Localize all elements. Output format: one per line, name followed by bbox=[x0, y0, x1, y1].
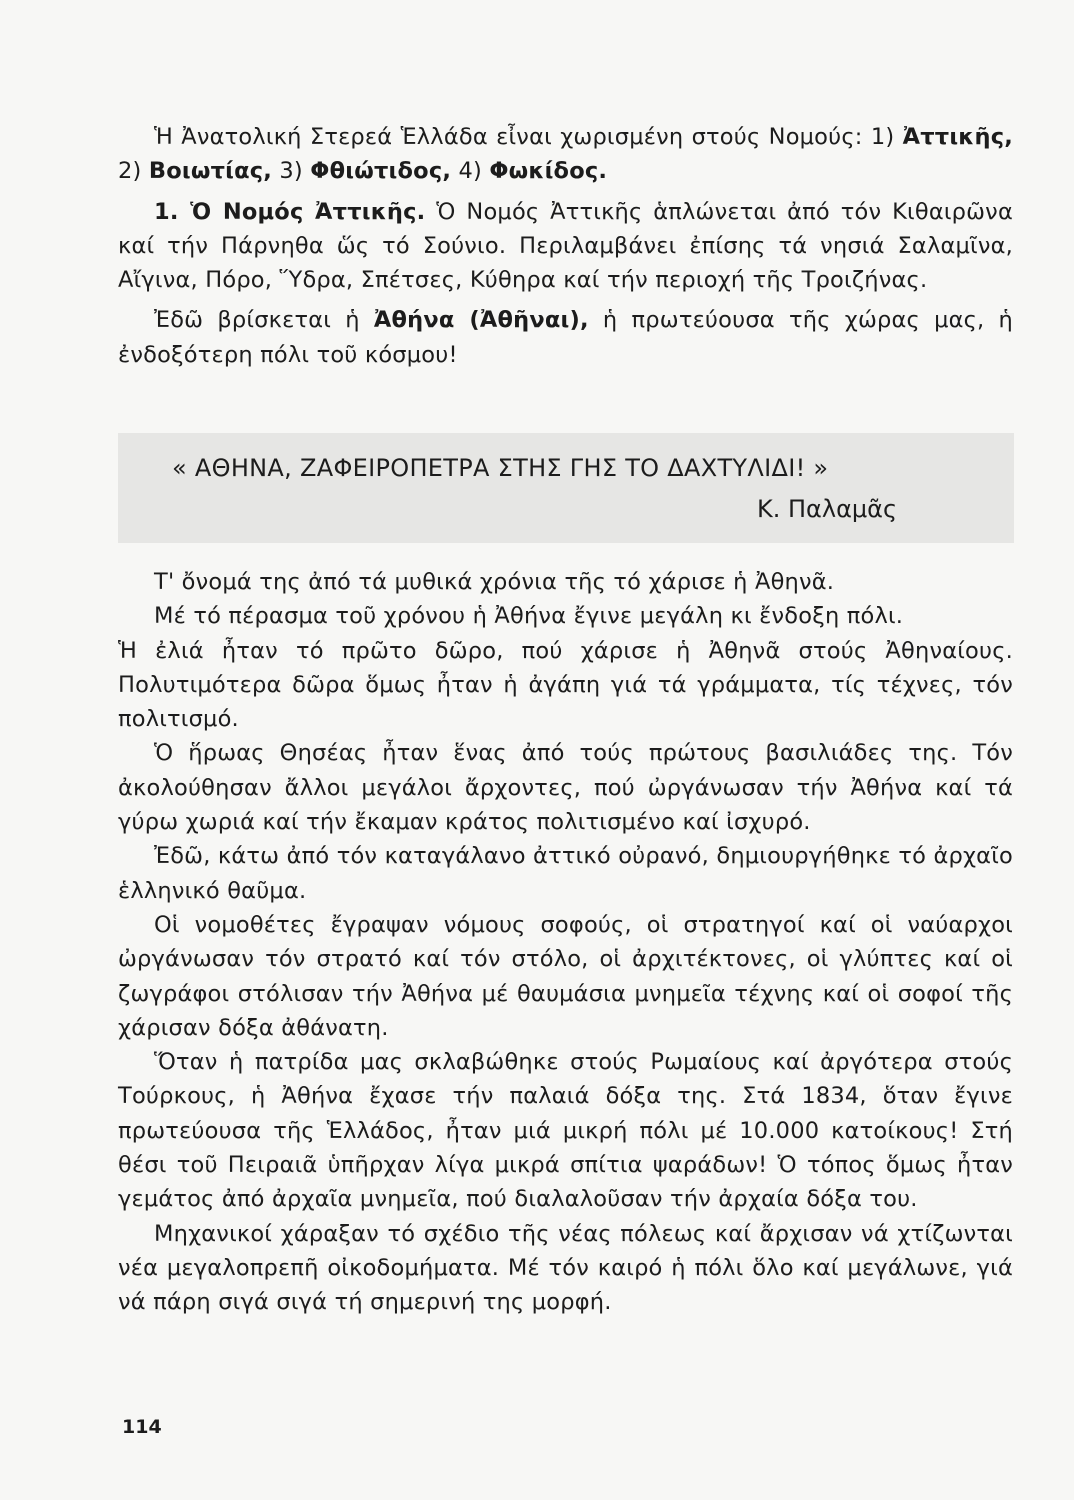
body-text bbox=[118, 565, 1013, 1320]
paragraph: Ἐδῶ, κάτω ἀπό τόν καταγάλανο ἀττικό οὐρανό, δημιουργήθηκε τό ἀρχαῖο ἑλληνικό θαῦμα. bbox=[118, 843, 1013, 904]
paragraph: Οἱ νομοθέτες ἔγραψαν νόμους σοφούς, οἱ στρατηγοί καί οἱ ναύαρχοι ὠργάνωσαν τόν στρατό καί τόν στόλο, οἱ ἀρχιτέκτονες, οἱ γλύπτες καί οἱ ζωγράφοι στόλισαν τήν Ἀθήνα μέ θαυμάσια μνημεῖα τέχνης καί οἱ σοφοί τῆς χάρισαν δόξα ἀθάνατη. bbox=[118, 911, 1013, 1041]
section-attica-paragraph bbox=[118, 195, 1013, 298]
athens-pre: Ἐδῶ βρίσκεται ἡ bbox=[154, 307, 374, 334]
paragraph: Ὅταν ἡ πατρίδα μας σκλαβώθηκε στούς Ρωμαίους καί ἀργότερα στούς Τούρκους, ἡ Ἀθήνα ἔχασε τήν παλαιά δόξα της. Στά 1834, ὅταν ἔγινε πρωτεύουσα τῆς Ἑλλάδος, ἦταν μιά μικρή πόλι μέ 10.000 κατοίκους! Στή θέσι τοῦ Πειραιᾶ ὑπῆρχαν λίγα μικρά σπίτια ψαράδων! Ὁ τόπος ὅμως ἦταν γεμάτος ἀπό ἀρχαῖα μνημεῖα, πού διαλαλοῦσαν τήν ἀρχαία δόξα του. bbox=[118, 1049, 1013, 1213]
paragraph: Ἡ ἐλιά ἦταν τό πρῶτο δῶρο, πού χάρισε ἡ Ἀθηνᾶ στούς Ἀθηναίους. Πολυτιμότερα δῶρα ὅμως ἦταν ἡ ἀγάπη γιά τά γράμματα, τίς τέχνες, τόν πολιτισμό. bbox=[118, 637, 1013, 733]
intro-paragraph bbox=[118, 120, 1013, 189]
intro-sep-3: 4) bbox=[451, 158, 490, 185]
paragraph: Μέ τό πέρασμα τοῦ χρόνου ἡ Ἀθήνα ἔγινε μεγάλη κι ἔνδοξη πόλι. bbox=[154, 603, 904, 630]
prefecture-boeotia: Βοιωτίας, bbox=[148, 158, 273, 185]
quote-box bbox=[118, 433, 1014, 543]
prefecture-phthiotis: Φθιώτιδος, bbox=[310, 158, 452, 185]
intro-sep-2: 3) bbox=[272, 158, 311, 185]
upper-text bbox=[118, 120, 1013, 372]
intro-text: Ἡ Ἀνατολική Στερεά Ἑλλάδα εἶναι χωρισμένη στούς Νομούς: 1) bbox=[154, 124, 895, 150]
section-heading: 1. Ὁ Νομός Ἀττικῆς. bbox=[154, 198, 426, 225]
prefecture-attica: Ἀττικῆς, bbox=[902, 124, 1013, 150]
paragraph: Μηχανικοί χάραξαν τό σχέδιο τῆς νέας πόλεως καί ἄρχισαν νά χτίζωνται νέα μεγαλοπρεπῆ οἰκοδομήματα. Μέ τόν καιρό ἡ πόλι ὅλο καί μεγάλωνε, γιά νά πάρη σιγά σιγά τή σημερινή της μορφή. bbox=[118, 1220, 1013, 1316]
paragraph: Ὁ ἥρωας Θησέας ἦταν ἕνας ἀπό τούς πρώτους βασιλιάδες της. Τόν ἀκολούθησαν ἄλλοι μεγάλοι ἄρχοντες, πού ὠργάνωσαν τήν Ἀθήνα καί τά γύρω χωριά καί τήν ἔκαμαν κράτος πολιτισμένο καί ἰσχυρό. bbox=[118, 740, 1013, 836]
athens-paragraph bbox=[118, 303, 1013, 372]
section-text: Ὁ Νομός Ἀττικῆς ἁπλώνεται ἀπό τόν Κιθαιρῶνα καί τήν Πάρνηθα ὥς τό Σούνιο. Περιλαμβάνει ἐπίσης τά νησιά Σαλαμῖνα, Αἴγινα, Πόρο, Ὕδρα, Σπέτσες, Κύθηρα καί τήν περιοχή τῆς Τροιζήνας. bbox=[118, 198, 1013, 294]
athens-name: Ἀθήνα (Ἀθῆναι), bbox=[373, 307, 589, 334]
quote-author: Κ. Παλαμᾶς bbox=[757, 495, 898, 523]
page-number: 114 bbox=[122, 1416, 162, 1438]
paragraph: Τ' ὄνομά της ἀπό τά μυθικά χρόνια τῆς τό χάρισε ἡ Ἀθηνᾶ. bbox=[154, 569, 835, 595]
prefecture-phocis: Φωκίδος. bbox=[489, 158, 608, 185]
intro-sep-1: 2) bbox=[118, 158, 149, 185]
athens-post: ἡ πρωτεύουσα τῆς χώρας μας, ἡ ἐνδοξότερη πόλι τοῦ κόσμου! bbox=[118, 307, 1014, 368]
quote-text: « ΑΘΗΝΑ, ΖΑΦΕΙΡΟΠΕΤΡΑ ΣΤΗΣ ΓΗΣ ΤΟ ΔΑΧΤΥΛΙΔΙ! » bbox=[172, 454, 829, 482]
